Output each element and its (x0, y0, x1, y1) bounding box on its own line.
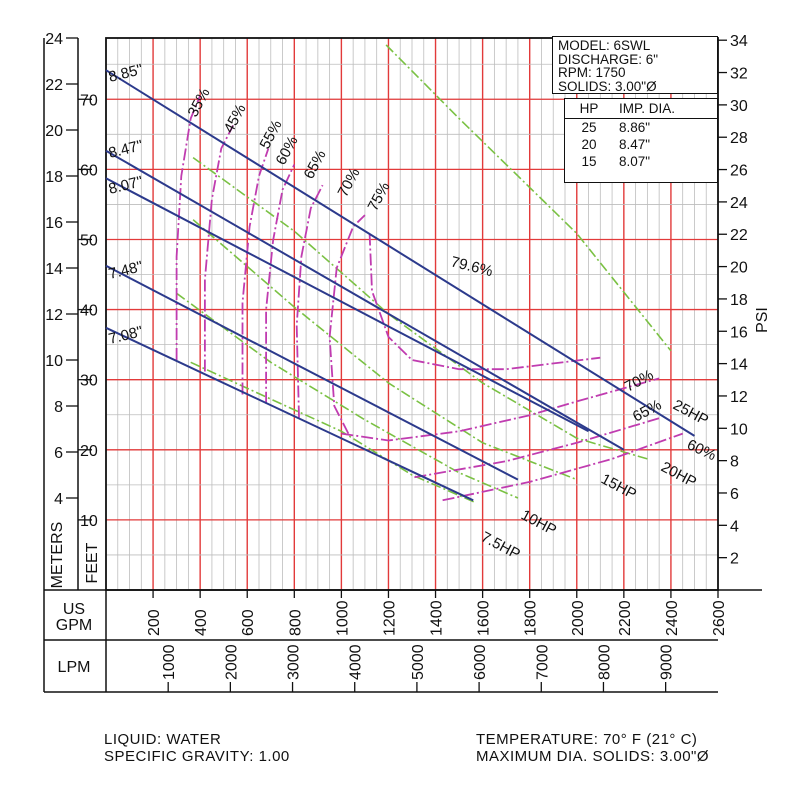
head-curve-label: 7.08" (106, 323, 145, 348)
y-tick-label-psi: 22 (730, 227, 748, 245)
y-tick-label-feet: 20 (80, 442, 98, 460)
pump-info-box (552, 36, 718, 94)
table-header-imp-dia: IMP. DIA. (613, 99, 717, 119)
x-tick-label-lpm: 6000 (472, 644, 490, 680)
efficiency-label: 60% (684, 436, 719, 465)
x-tick-label-lpm: 8000 (596, 644, 614, 680)
x-tick-label-gpm: 800 (287, 609, 305, 636)
x-tick-label-gpm: 1200 (381, 600, 399, 636)
table-cell: 8.07" (619, 154, 651, 169)
table-cell: 20 (581, 137, 597, 152)
y-tick-label-psi: 14 (730, 356, 748, 374)
y-tick-label-feet: 60 (80, 162, 98, 180)
y-tick-label-meters: 18 (45, 169, 63, 186)
y-tick-label-meters: 22 (45, 77, 63, 94)
specific-gravity-text: SPECIFIC GRAVITY: 1.00 (104, 748, 290, 765)
model-text: MODEL: 6SWL (558, 38, 651, 53)
bep-efficiency-label: 79.6% (449, 253, 495, 281)
efficiency-label: 35% (184, 85, 214, 120)
table-row (565, 136, 717, 153)
efficiency-label: 65% (300, 147, 330, 182)
y-tick-label-psi: 20 (730, 259, 748, 277)
x-tick-label-gpm: 2400 (663, 600, 681, 636)
efficiency-label: 70% (334, 165, 364, 200)
y-tick-label-meters: 8 (54, 399, 63, 416)
x-tick-label-lpm: 2000 (223, 644, 241, 680)
horsepower-label: 10HP (518, 506, 560, 540)
y-axis-label-psi: PSI (754, 307, 771, 333)
efficiency-label: 45% (220, 101, 250, 136)
y-tick-label-psi: 8 (730, 453, 739, 471)
x-axis-label-gpm: GPM (55, 617, 93, 634)
y-tick-label-meters: 6 (54, 445, 63, 462)
y-tick-label-psi: 24 (730, 194, 748, 212)
y-tick-label-meters: 10 (45, 353, 63, 370)
x-tick-label-gpm: 1800 (522, 600, 540, 636)
head-curve-label: 8.47" (106, 137, 145, 162)
y-tick-label-psi: 2 (730, 550, 739, 568)
x-tick-label-gpm: 1400 (428, 600, 446, 636)
horsepower-curve (193, 158, 647, 459)
y-tick-label-psi: 26 (730, 162, 748, 180)
y-tick-label-psi: 16 (730, 324, 748, 342)
efficiency-label: 75% (364, 179, 394, 214)
liquid-text: LIQUID: WATER (104, 731, 222, 748)
x-tick-label-gpm: 1000 (334, 600, 352, 636)
max-solids-text: MAXIMUM DIA. SOLIDS: 3.00"Ø (476, 748, 710, 765)
y-tick-label-psi: 10 (730, 421, 748, 439)
impeller-table (564, 98, 718, 183)
efficiency-curve (297, 185, 323, 417)
efficiency-label: 70% (621, 366, 657, 396)
y-axis-label-feet: FEET (84, 542, 101, 584)
horsepower-label: 15HP (598, 470, 640, 504)
table-cell: 8.47" (619, 137, 651, 152)
x-tick-label-lpm: 7000 (534, 644, 552, 680)
y-tick-label-meters: 4 (54, 491, 63, 508)
y-tick-label-meters: 12 (45, 307, 63, 324)
y-tick-label-psi: 6 (730, 485, 739, 503)
horsepower-curve (177, 293, 518, 498)
x-tick-label-lpm: 4000 (347, 644, 365, 680)
footer-left (104, 731, 290, 765)
head-curve-line (106, 178, 589, 431)
y-tick-label-psi: 30 (730, 97, 748, 115)
efficiency-curve (330, 215, 365, 434)
head-curve-line (106, 266, 518, 480)
efficiency-label: 65% (629, 396, 665, 426)
x-tick-label-lpm: 1000 (161, 644, 179, 680)
table-cell: 15 (581, 154, 597, 169)
x-tick-label-gpm: 2200 (616, 600, 634, 636)
efficiency-curve (205, 125, 233, 371)
x-tick-label-lpm: 3000 (285, 644, 303, 680)
y-tick-label-psi: 4 (730, 518, 739, 536)
horsepower-label: 7.5HP (478, 528, 523, 564)
x-tick-label-gpm: 2000 (569, 600, 587, 636)
y-tick-label-meters: 16 (45, 215, 63, 232)
x-tick-label-gpm: 1600 (475, 600, 493, 636)
footer-right (476, 731, 709, 765)
x-tick-label-gpm: 200 (146, 609, 164, 636)
table-cell: 25 (581, 120, 597, 135)
efficiency-label: 55% (256, 117, 286, 152)
table-row (565, 119, 717, 137)
y-tick-label-feet: 30 (80, 372, 98, 390)
y-tick-label-psi: 32 (730, 65, 748, 83)
table-row (565, 153, 717, 170)
x-tick-label-gpm: 400 (193, 609, 211, 636)
y-tick-label-psi: 12 (730, 388, 748, 406)
y-tick-label-psi: 28 (730, 130, 748, 148)
y-tick-label-meters: 24 (45, 31, 63, 48)
efficiency-curve (370, 234, 601, 370)
head-curve-label: 8.07" (106, 173, 145, 198)
y-tick-label-feet: 70 (80, 92, 98, 110)
y-tick-label-psi: 34 (730, 33, 748, 51)
y-tick-label-feet: 50 (80, 232, 98, 250)
head-curve-label: 8.85" (106, 61, 145, 86)
discharge-text: DISCHARGE: 6" (558, 51, 659, 67)
table-header-hp: HP (565, 99, 613, 119)
y-tick-label-meters: 14 (45, 261, 63, 278)
x-axis-label-lpm: LPM (57, 659, 91, 676)
y-tick-label-psi: 18 (730, 291, 748, 309)
head-curve-line (106, 328, 473, 501)
horsepower-label: 25HP (670, 396, 712, 430)
y-axis-label-meters: METERS (49, 521, 66, 589)
head-curve-label: 7.48" (106, 258, 145, 283)
efficiency-label: 60% (272, 133, 302, 168)
x-tick-label-gpm: 600 (240, 609, 258, 636)
temperature-text: TEMPERATURE: 70° F (21° C) (476, 731, 698, 748)
x-tick-label-lpm: 5000 (409, 644, 427, 680)
table-cell: 8.86" (619, 120, 651, 135)
x-axis-label-gpm: US (62, 601, 86, 618)
y-tick-label-feet: 10 (80, 512, 98, 530)
rpm-text: RPM: 1750 (558, 65, 626, 80)
horsepower-label: 20HP (658, 458, 700, 492)
y-tick-label-meters: 20 (45, 123, 63, 140)
y-tick-label-feet: 40 (80, 302, 98, 320)
x-tick-label-lpm: 9000 (658, 644, 676, 680)
solids-text: SOLIDS: 3.00"Ø (558, 78, 657, 94)
x-tick-label-gpm: 2600 (711, 600, 728, 636)
